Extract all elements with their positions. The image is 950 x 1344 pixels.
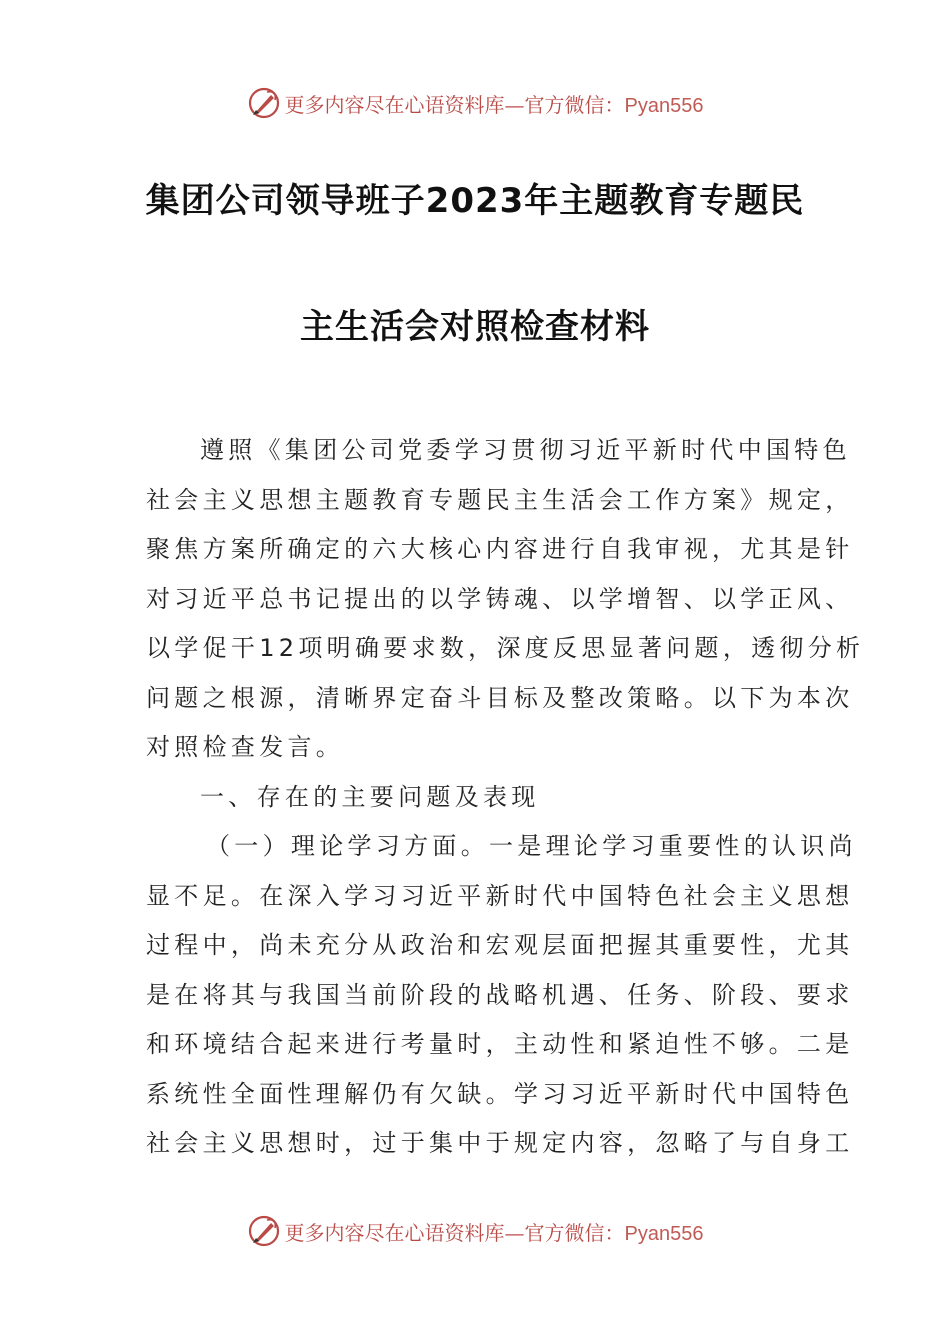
document-title-line-2: 主生活会对照检查材料 [300, 307, 650, 347]
body-line: 对习近平总书记提出的以学铸魂、以学增智、以学正风、 [146, 584, 854, 613]
body-line: 社会主义思想时，过于集中于规定内容，忽略了与自身工 [146, 1129, 854, 1157]
body-line: 对照检查发言。 [146, 733, 345, 761]
footer-watermark [0, 1211, 950, 1251]
section-heading: 一、存在的主要问题及表现 [200, 782, 540, 811]
watermark-text: 更多内容尽在心语资料库—官方微信：Pyan556 [284, 1220, 704, 1245]
body-line: 遵照《集团公司党委学习贯彻习近平新时代中国特色 [200, 436, 851, 464]
body-line: 问题之根源，清晰界定奋斗目标及整改策略。以下为本次 [146, 683, 854, 712]
body-line: 显不足。在深入学习习近平新时代中国特色社会主义思想 [146, 881, 854, 910]
header-watermark [0, 83, 950, 123]
body-line: 过程中，尚未充分从政治和宏观层面把握其重要性，尤其 [146, 931, 854, 959]
body-line: 以学促干12项明确要求数，深度反思显著问题，透彻分析 [146, 634, 865, 662]
body-line: 是在将其与我国当前阶段的战略机遇、任务、阶段、要求 [146, 980, 854, 1009]
body-line: 和环境结合起来进行考量时，主动性和紧迫性不够。二是 [146, 1030, 854, 1058]
quill-pen-logo-icon [247, 86, 281, 120]
document-title-line-1: 集团公司领导班子2023年主题教育专题民 [145, 181, 805, 221]
quill-pen-logo-icon [247, 1214, 281, 1248]
body-line: 系统性全面性理解仍有欠缺。学习习近平新时代中国特色 [146, 1079, 854, 1108]
body-line: 聚焦方案所确定的六大核心内容进行自我审视，尤其是针 [146, 535, 854, 563]
document-body [146, 426, 865, 1169]
watermark-text: 更多内容尽在心语资料库—官方微信：Pyan556 [284, 92, 704, 117]
body-line: 社会主义思想主题教育专题民主生活会工作方案》规定， [146, 485, 854, 514]
subsection-paragraph-start: （一）理论学习方面。一是理论学习重要性的认识尚 [206, 832, 857, 860]
